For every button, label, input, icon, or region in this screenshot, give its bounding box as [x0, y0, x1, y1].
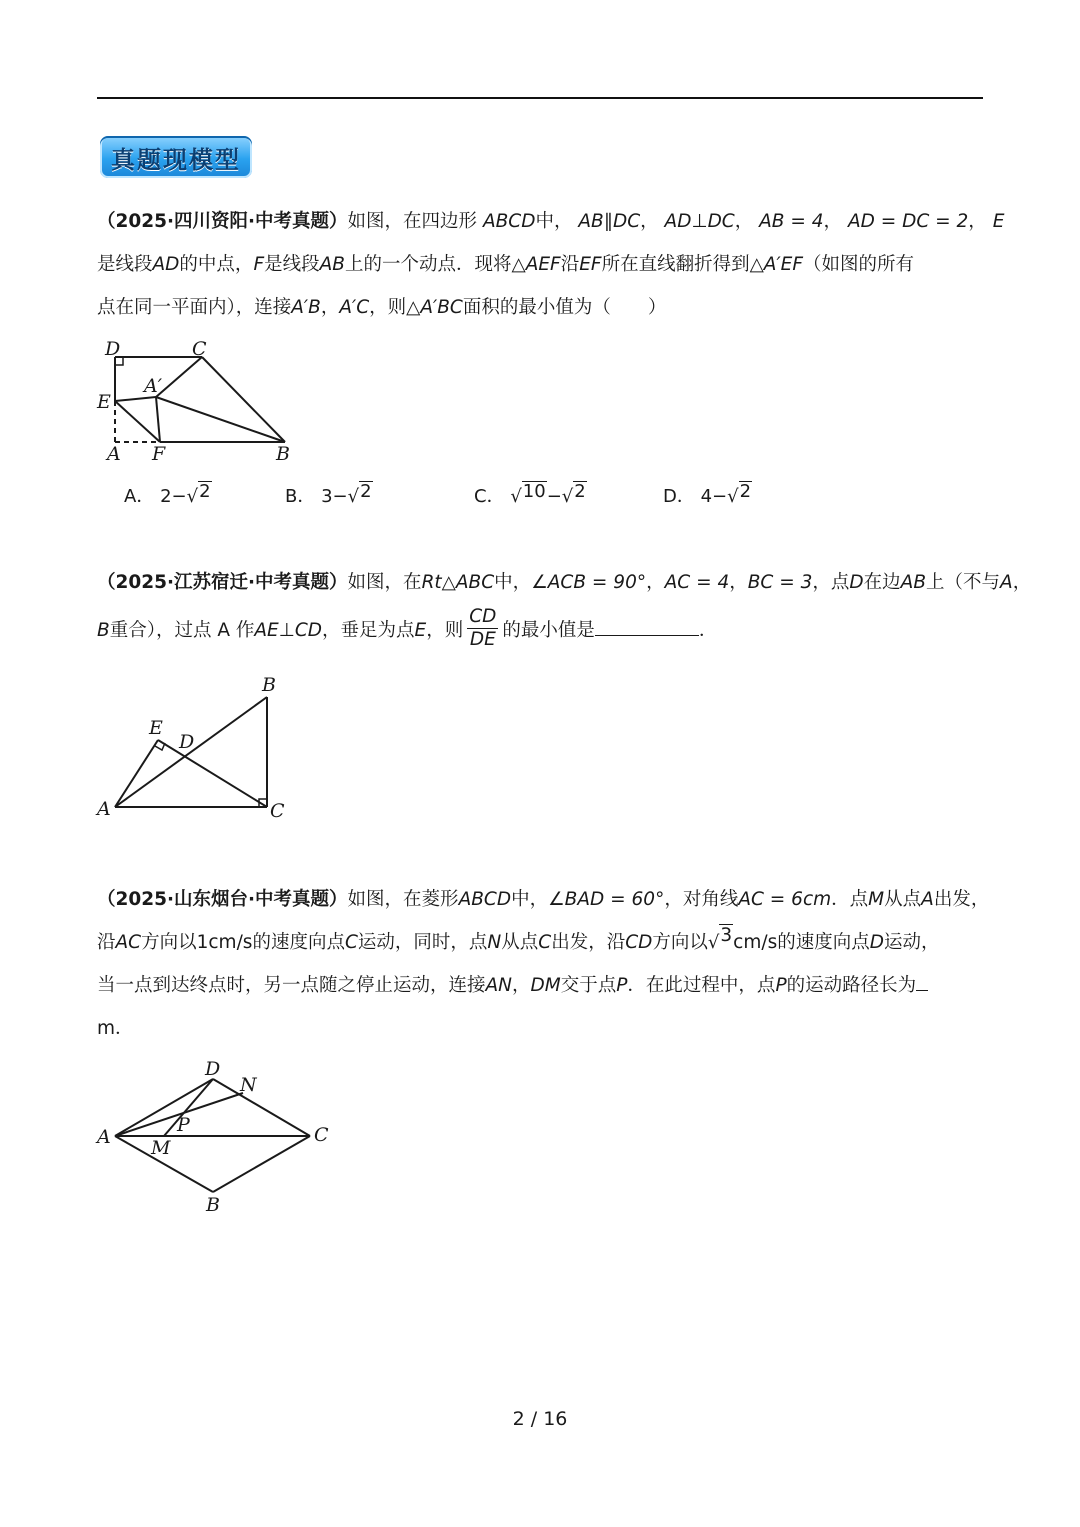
option-label: A． [124, 486, 155, 507]
problem-source: （2025·山东烟台·中考真题） [97, 889, 348, 910]
text: 出发， [933, 889, 990, 910]
sqrt: √ 10 [510, 478, 546, 516]
segment-a-prime-b [156, 397, 285, 442]
text: ．点 [831, 889, 869, 910]
math: ∠ACB = 90° [531, 572, 647, 593]
sqrt: √ 2 [727, 478, 752, 516]
problem-1-line-3 [97, 286, 985, 329]
problem-source: （2025·四川资阳·中考真题） [97, 211, 348, 232]
math: 1cm/s [196, 932, 253, 953]
page-number: 2 / 16 [512, 1408, 568, 1430]
segment-dc [213, 1079, 310, 1136]
math: DM [530, 975, 561, 996]
text: 面积的最小值为（ ） [462, 297, 667, 318]
option-d[interactable] [663, 478, 752, 516]
math: P [775, 975, 787, 996]
label-p: P [177, 1114, 190, 1136]
math: AB∥DC [578, 211, 641, 232]
math: AD = DC = 2 [847, 211, 969, 232]
option-c[interactable] [474, 478, 587, 516]
text: 的运动路径长为 [786, 975, 917, 996]
text: ， [729, 572, 748, 593]
sqrt: √ 2 [187, 478, 212, 516]
math: D [849, 572, 864, 593]
text: 在边 [863, 572, 901, 593]
segment-ef [115, 401, 160, 442]
label-c: C [192, 338, 207, 360]
text: ， [320, 297, 340, 318]
option-label: D． [663, 486, 695, 507]
text: ，垂足为点 [322, 620, 415, 641]
text: ． [698, 620, 718, 641]
option-expr: 3− [321, 486, 348, 507]
text: 是线段 [264, 254, 320, 275]
answer-blank[interactable] [595, 617, 699, 636]
sqrt: √ 2 [348, 478, 373, 516]
math: AC = 6cm [738, 889, 832, 910]
text: 交于点 [560, 975, 617, 996]
label-a-prime: A′ [144, 375, 163, 397]
text: 方向以 [652, 932, 708, 953]
text: 如图，在菱形 [347, 889, 459, 910]
problem-source: （2025·江苏宿迁·中考真题） [97, 572, 348, 593]
text: 中， [494, 572, 532, 593]
figure-quadrilateral-abcd [95, 335, 305, 465]
math: D [869, 932, 884, 953]
math: AB [900, 572, 927, 593]
problem-3-line-3 [97, 964, 985, 1007]
text: 上（不与 [926, 572, 1001, 593]
math: F [253, 254, 265, 275]
problem-1-line-2 [97, 243, 985, 286]
math: A′B [291, 297, 321, 318]
math: E [414, 620, 427, 641]
text: ， [734, 211, 754, 232]
unit: m [97, 1018, 116, 1039]
option-expr: − [546, 486, 562, 507]
text: 的最小值是 [502, 620, 595, 641]
segment-a-prime-f [156, 397, 160, 442]
math: B [97, 620, 110, 641]
math: AB [319, 254, 345, 275]
text: ， [512, 975, 531, 996]
answer-blank[interactable] [916, 972, 928, 991]
segment-a-prime-c [156, 357, 202, 397]
text: 中， [511, 889, 549, 910]
label-a: A [107, 443, 121, 465]
segment-ae [115, 740, 158, 807]
problem-2-line-1 [97, 561, 1032, 604]
text: ，则△ [369, 297, 421, 318]
math: AN [485, 975, 513, 996]
label-c: C [314, 1124, 329, 1146]
fraction-cd-de: $\frac{CD}{DE}$ [469, 606, 497, 650]
section-title-badge: 真题现模型 [100, 136, 252, 178]
math: AC = 4 [664, 572, 730, 593]
text: 中， [535, 211, 573, 232]
math: BC = 3 [747, 572, 813, 593]
option-a[interactable] [124, 478, 212, 516]
math: A′BC [420, 297, 463, 318]
figure-right-triangle-abc [95, 672, 300, 822]
text: 从点 [501, 932, 539, 953]
math: A′EF [763, 254, 803, 275]
figure-rhombus-abcd [95, 1055, 340, 1220]
segment-ea-prime [115, 397, 156, 401]
segment-ce [158, 740, 267, 807]
text: 沿 [97, 932, 116, 953]
text: ．在此过程中，点 [627, 975, 776, 996]
math: ∠BAD = 60° [548, 889, 665, 910]
math: EF [579, 254, 602, 275]
text: ， [1012, 572, 1032, 593]
label-b: B [276, 443, 290, 465]
text: ，则 [426, 620, 464, 641]
text: （如图的所有 [802, 254, 914, 275]
math: AD⊥DC [664, 211, 735, 232]
text: 的速度向点 [777, 932, 870, 953]
text: ， [646, 572, 665, 593]
text: 从点 [884, 889, 922, 910]
text: 当一点到达终点时，另一点随之停止运动，连接 [97, 975, 486, 996]
math: AC [115, 932, 142, 953]
sqrt: √ 3 [708, 921, 733, 964]
label-f: F [152, 443, 166, 465]
math: A [1000, 572, 1013, 593]
text: 的中点， [179, 254, 254, 275]
label-a: A [97, 1126, 111, 1148]
math: C [344, 932, 358, 953]
problem-3-line-4 [97, 1007, 985, 1050]
problem-2 [97, 561, 1032, 658]
text: ． [115, 1018, 134, 1039]
text: 的速度向点 [252, 932, 345, 953]
math: AE⊥CD [254, 620, 322, 641]
math: P [616, 975, 628, 996]
label-d: D [179, 731, 195, 753]
math: Rt△ABC [421, 572, 495, 593]
math: A [921, 889, 934, 910]
segment-cb [202, 357, 285, 442]
option-expr: 4− [700, 486, 728, 507]
answer-options [124, 478, 924, 518]
text: 运动， [884, 932, 940, 953]
top-rule [97, 97, 983, 99]
text: 沿 [560, 254, 580, 275]
math: CD [625, 932, 653, 953]
text: 出发，沿 [551, 932, 626, 953]
math: cm/s [733, 932, 778, 953]
math: ABCD [482, 211, 536, 232]
math: AEF [525, 254, 561, 275]
label-a: A [97, 798, 111, 820]
text: ，对角线 [664, 889, 739, 910]
math: AB = 4 [759, 211, 824, 232]
text: 方向以 [141, 932, 197, 953]
math: AD [152, 254, 180, 275]
label-m: M [151, 1137, 171, 1159]
option-expr: 2− [160, 486, 187, 507]
segment-cb [213, 1136, 310, 1192]
math: M [868, 889, 885, 910]
text: 所在直线翻折得到△ [601, 254, 764, 275]
option-label: C． [474, 486, 505, 507]
math: ABCD [458, 889, 512, 910]
text: 如图，在四边形 [347, 211, 478, 232]
math: E [992, 211, 1005, 232]
text: ， [968, 211, 987, 232]
label-c: C [270, 800, 285, 822]
text: 运动，同时，点 [357, 932, 488, 953]
problem-3-line-1 [97, 878, 990, 921]
label-n: N [240, 1074, 257, 1096]
option-label: B． [285, 486, 316, 507]
text: 点在同一平面内），连接 [97, 297, 292, 318]
problem-3 [97, 878, 990, 1050]
problem-2-line-2 [97, 604, 985, 658]
text: ， [823, 211, 843, 232]
label-d: D [205, 1058, 221, 1080]
sqrt: √ 2 [562, 478, 587, 516]
text: 重合），过点 A 作 [109, 620, 255, 641]
text: ， [640, 211, 659, 232]
math: A′C [339, 297, 370, 318]
problem-3-line-2 [97, 921, 985, 964]
label-d: D [105, 338, 121, 360]
math: C [538, 932, 552, 953]
label-e: E [97, 391, 111, 413]
problem-1-line-1 [97, 200, 1005, 243]
problem-1 [97, 200, 1005, 329]
label-e: E [149, 717, 163, 739]
text: 上的一个动点．现将△ [344, 254, 526, 275]
option-b[interactable] [285, 478, 373, 516]
text: 是线段 [97, 254, 153, 275]
math: N [487, 932, 502, 953]
text: ，点 [812, 572, 850, 593]
label-b: B [262, 674, 276, 696]
text: 如图，在 [347, 572, 422, 593]
label-b: B [206, 1194, 220, 1216]
